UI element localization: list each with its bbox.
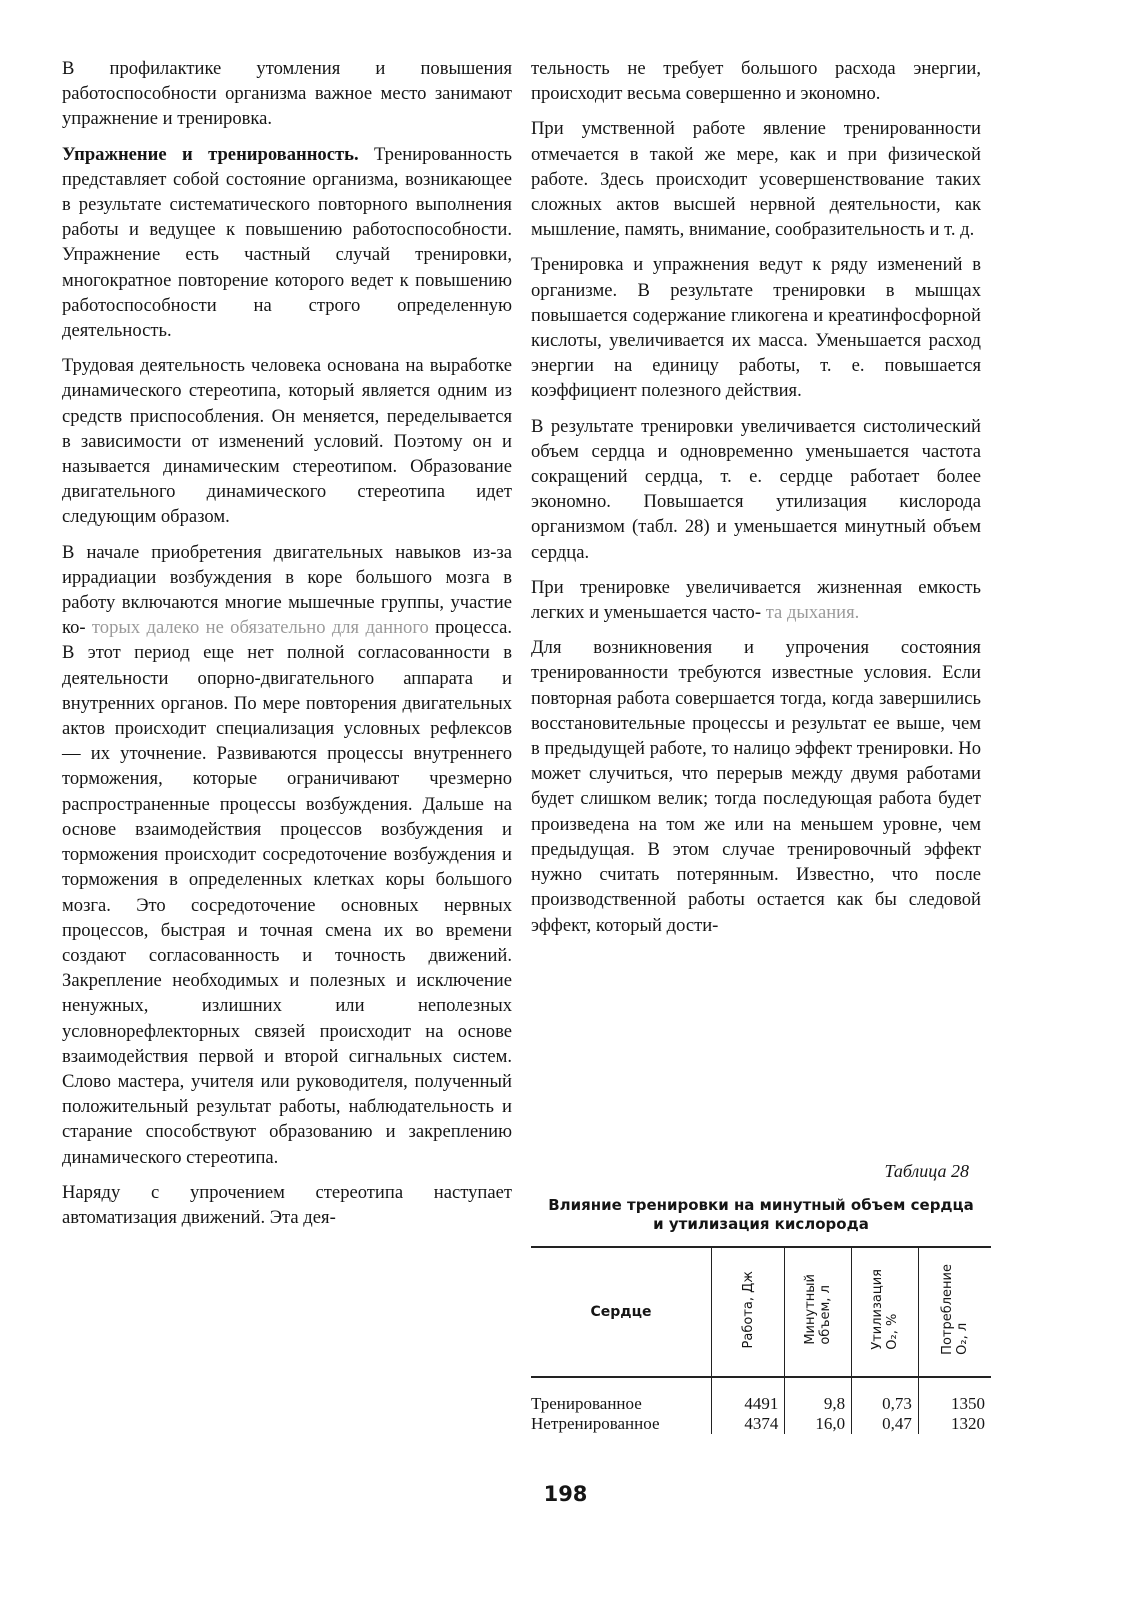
table-header-row <box>531 1247 991 1377</box>
paragraph <box>62 142 512 344</box>
cell-utilization: 0,47 <box>852 1414 919 1434</box>
section-heading: Упражнение и тренированность. <box>62 143 359 165</box>
header-minute-volume-label: Минутный объем, л <box>803 1274 834 1345</box>
header-utilization-label: Утилизация O₂, % <box>870 1269 900 1350</box>
cell-heart: Нетренированное <box>531 1414 660 1433</box>
cell-work: 4374 <box>712 1414 785 1434</box>
table-title <box>531 1196 991 1234</box>
paragraph: Трудовая деятельность человека основана на выработке динамического стереотипа, который является одним из средств приспособления. Он меняется, переделывается в зависимости от изменений условий. Поэтому он и называется динамическим стереотипом. Образование двигательного динамического стереотипа идет следующим образом. <box>62 355 512 528</box>
header-consumption <box>918 1247 991 1377</box>
table-row <box>531 1414 991 1434</box>
paragraph: тельность не требует большого расхода энергии, происходит весьма совершенно и экономно. <box>531 58 981 105</box>
paragraph <box>62 540 512 1170</box>
paragraph: При умственной работе явление тренированности отмечается в такой же мере, как и при физической работе. Здесь происходит усовершенствование таких сложных актов высшей нервной деятельности, как мышление, память, внимание, сообразительность и т. д. <box>531 118 981 241</box>
table-title-line: и утилизация кислорода <box>653 1215 869 1233</box>
header-work-label: Работа, Дж <box>740 1270 756 1349</box>
paragraph-text: При тренировке увеличивается жизненная емкость легких и уменьшается часто- <box>531 576 981 624</box>
paragraph: Наряду с упрочением стереотипа наступает автоматизация движений. Эта дея- <box>62 1181 512 1228</box>
paragraph: Для возникновения и упрочения состояния тренированности требуются известные условия. Если повторная работа совершается тогда, когда завершились восстановительные процессы и результат ее выше, чем в предыдущей работе, то налицо эффект тренировки. Но может случиться, что перерыв между двумя работами будет слишком велик; тогда последующая работа будет произведена на том же или на меньшем уровне, чем предыдущая. В этом случае тренировочный эффект нужно считать потерянным. Известно, что после производственной работы остается как бы следовой эффект, который дости- <box>531 637 981 936</box>
paragraph: В профилактике утомления и повышения работоспособности организма важное место занимают упражнение и тренировка. <box>62 58 512 130</box>
paragraph-text: Тренированность представляет собой состояние организма, возникающее в результате систематического повторного выполнения работы и ведущее к повышению работоспособности. Упражнение есть частный случай тренировки, многократное повторение которого ведет к повышению работоспособности на строго определенную деятельность. <box>62 143 512 342</box>
header-work <box>712 1247 785 1377</box>
header-heart: Сердце <box>531 1247 712 1377</box>
cell-heart: Тренированное <box>531 1394 642 1413</box>
table-block <box>531 1160 991 1434</box>
faded-text: та дыхания. <box>765 602 860 624</box>
page-number: 198 <box>543 1482 588 1506</box>
header-utilization <box>852 1247 919 1377</box>
cell-consumption: 1320 <box>918 1414 991 1434</box>
left-column <box>62 56 512 1240</box>
data-table <box>531 1246 991 1434</box>
cell-work: 4491 <box>712 1377 785 1414</box>
paragraph-text: В начале приобретения двигательных навыков из-за иррадиации возбуждения в коре большого мозга в работу включаются многие мышечные группы, участие ко- <box>62 541 512 639</box>
header-consumption-label: Потребление O₂, л <box>939 1264 970 1355</box>
paragraph: Тренировка и упражнения ведут к ряду изменений в организме. В результате тренировки в мышцах повышается содержание гликогена и креатинфосфорной кислоты, увеличивается их масса. Уменьшается расход энергии на единицу работы, т. е. повышается коэффициент полезного действия. <box>531 254 981 402</box>
table-number: Таблица 28 <box>884 1161 969 1181</box>
paragraph <box>531 575 981 625</box>
paragraph-text: процесса. В этот период еще нет полной согласованности в деятельности опорно-двигательного аппарата и внутренних органов. По мере повторения двигательных актов происходит специализация условных рефлексов — их уточнение. Развиваются процессы внутреннего торможения, которые ограничивают чрезмерно распространенные процессы возбуждения. Дальше на основе взаимодействия процессов возбуждения и торможения происходит сосредоточение возбуждения и торможения в определенных клетках коры большого мозга. Это сосредоточение основных нервных процессов, быстрая и точная смена их во времени создают согласованность и точность движений. Закрепление необходимых и полезных и исключение ненужных, излишних или неполезных условнорефлекторных связей происходит на основе взаимодействия первой и второй сигнальных систем. Слово мастера, учителя или руководителя, полученный положительный результат работы, наблюдательность и старание способствуют образованию и закреплению динамического стереотипа. <box>62 617 512 1168</box>
paragraph: В результате тренировки увеличивается систолический объем сердца и одновременно уменьшается частота сокращений сердца, т. е. сердце работает более экономно. Повышается утилизация кислорода организмом (табл. 28) и уменьшается минутный объем сердца. <box>531 415 981 563</box>
cell-minute-volume: 16,0 <box>785 1414 852 1434</box>
table-title-line: Влияние тренировки на минутный объем сердца <box>548 1196 974 1214</box>
cell-utilization: 0,73 <box>852 1377 919 1414</box>
right-column <box>531 56 981 948</box>
header-minute-volume <box>785 1247 852 1377</box>
cell-consumption: 1350 <box>918 1377 991 1414</box>
table-row <box>531 1377 991 1414</box>
faded-text: торых далеко не обязательно для данного <box>91 617 429 639</box>
cell-minute-volume: 9,8 <box>785 1377 852 1414</box>
